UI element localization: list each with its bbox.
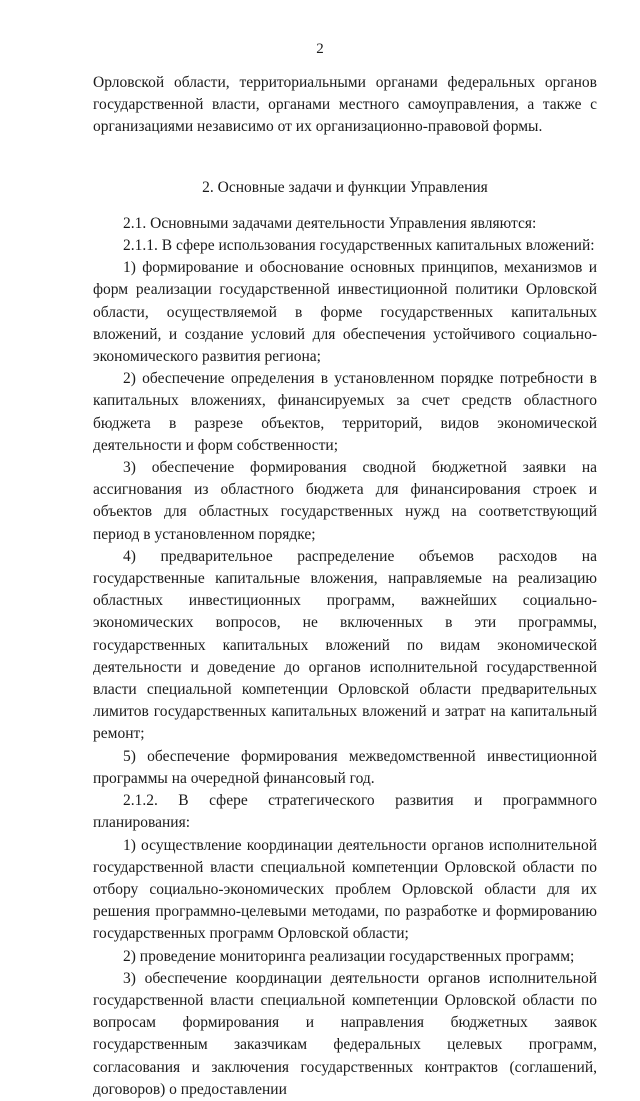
paragraph-2-1: 2.1. Основными задачами деятельности Управления являются: — [123, 214, 537, 232]
list-item-4: 4) предварительное распределение объемов расходов на государственные капитальные вложения, направляемые на реализацию областных инвестиционных программ, важнейших социально-экономических вопросов, не включенных в эти программы, государственных капитальных вложений по видам экономической деятельности и доведение до органов исполнительной государственной власти специальной компетенции Орловской области предварительных лимитов государственных капитальных вложений и затрат на капитальный ремонт; — [93, 547, 597, 743]
intro-paragraph: Орловской области, территориальными органами федеральных органов государственной власти, органами местного самоуправления, а также с организациями независимо от их организационно-правовой формы. — [93, 74, 597, 136]
document-body — [93, 72, 597, 1101]
paragraph-2-1-2: 2.1.2. В сфере стратегического развития и программного планирования: — [93, 792, 597, 832]
list-item-2: 2) проведение мониторинга реализации государственных программ; — [123, 947, 575, 965]
list-item-3: 3) обеспечение координации деятельности органов исполнительной государственной власти специальной компетенции Орловской области по вопросам формирования и направления бюджетных заявок государственным заказчикам федеральных целевых программ, согласования и заключения государственных контрактов (соглашений, договоров) о предоставлении — [93, 969, 597, 1098]
page-number: 2 — [316, 41, 324, 57]
list-item-3: 3) обеспечение формирования сводной бюджетной заявки на ассигнования из областного бюджета для финансирования строек и объектов для областных государственных нужд на соответствующий период в установленном порядке; — [93, 459, 597, 543]
list-item-1: 1) формирование и обоснование основных принципов, механизмов и форм реализации государственной инвестиционной политики Орловской области, осуществляемой в форме государственных капитальных вложений, и создание условий для обеспечения устойчивого социально-экономического развития региона; — [93, 259, 597, 366]
list-item-1: 1) осуществление координации деятельности органов исполнительной государственной власти специальной компетенции Орловской области по отбору социально-экономических проблем Орловской области для их решения программно-целевыми методами, по разработке и формированию государственных программ Орловской области; — [93, 836, 597, 943]
list-item-2: 2) обеспечение определения в установленном порядке потребности в капитальных вложениях, финансируемых за счет средств областного бюджета в разрезе объектов, территорий, видов экономической деятельности и форм собственности; — [93, 370, 597, 454]
list-item-5: 5) обеспечение формирования межведомственной инвестиционной программы на очередной финансовый год. — [93, 747, 597, 787]
section-heading: 2. Основные задачи и функции Управления — [202, 178, 488, 196]
paragraph-2-1-1: 2.1.1. В сфере использования государственных капитальных вложений: — [123, 237, 595, 255]
